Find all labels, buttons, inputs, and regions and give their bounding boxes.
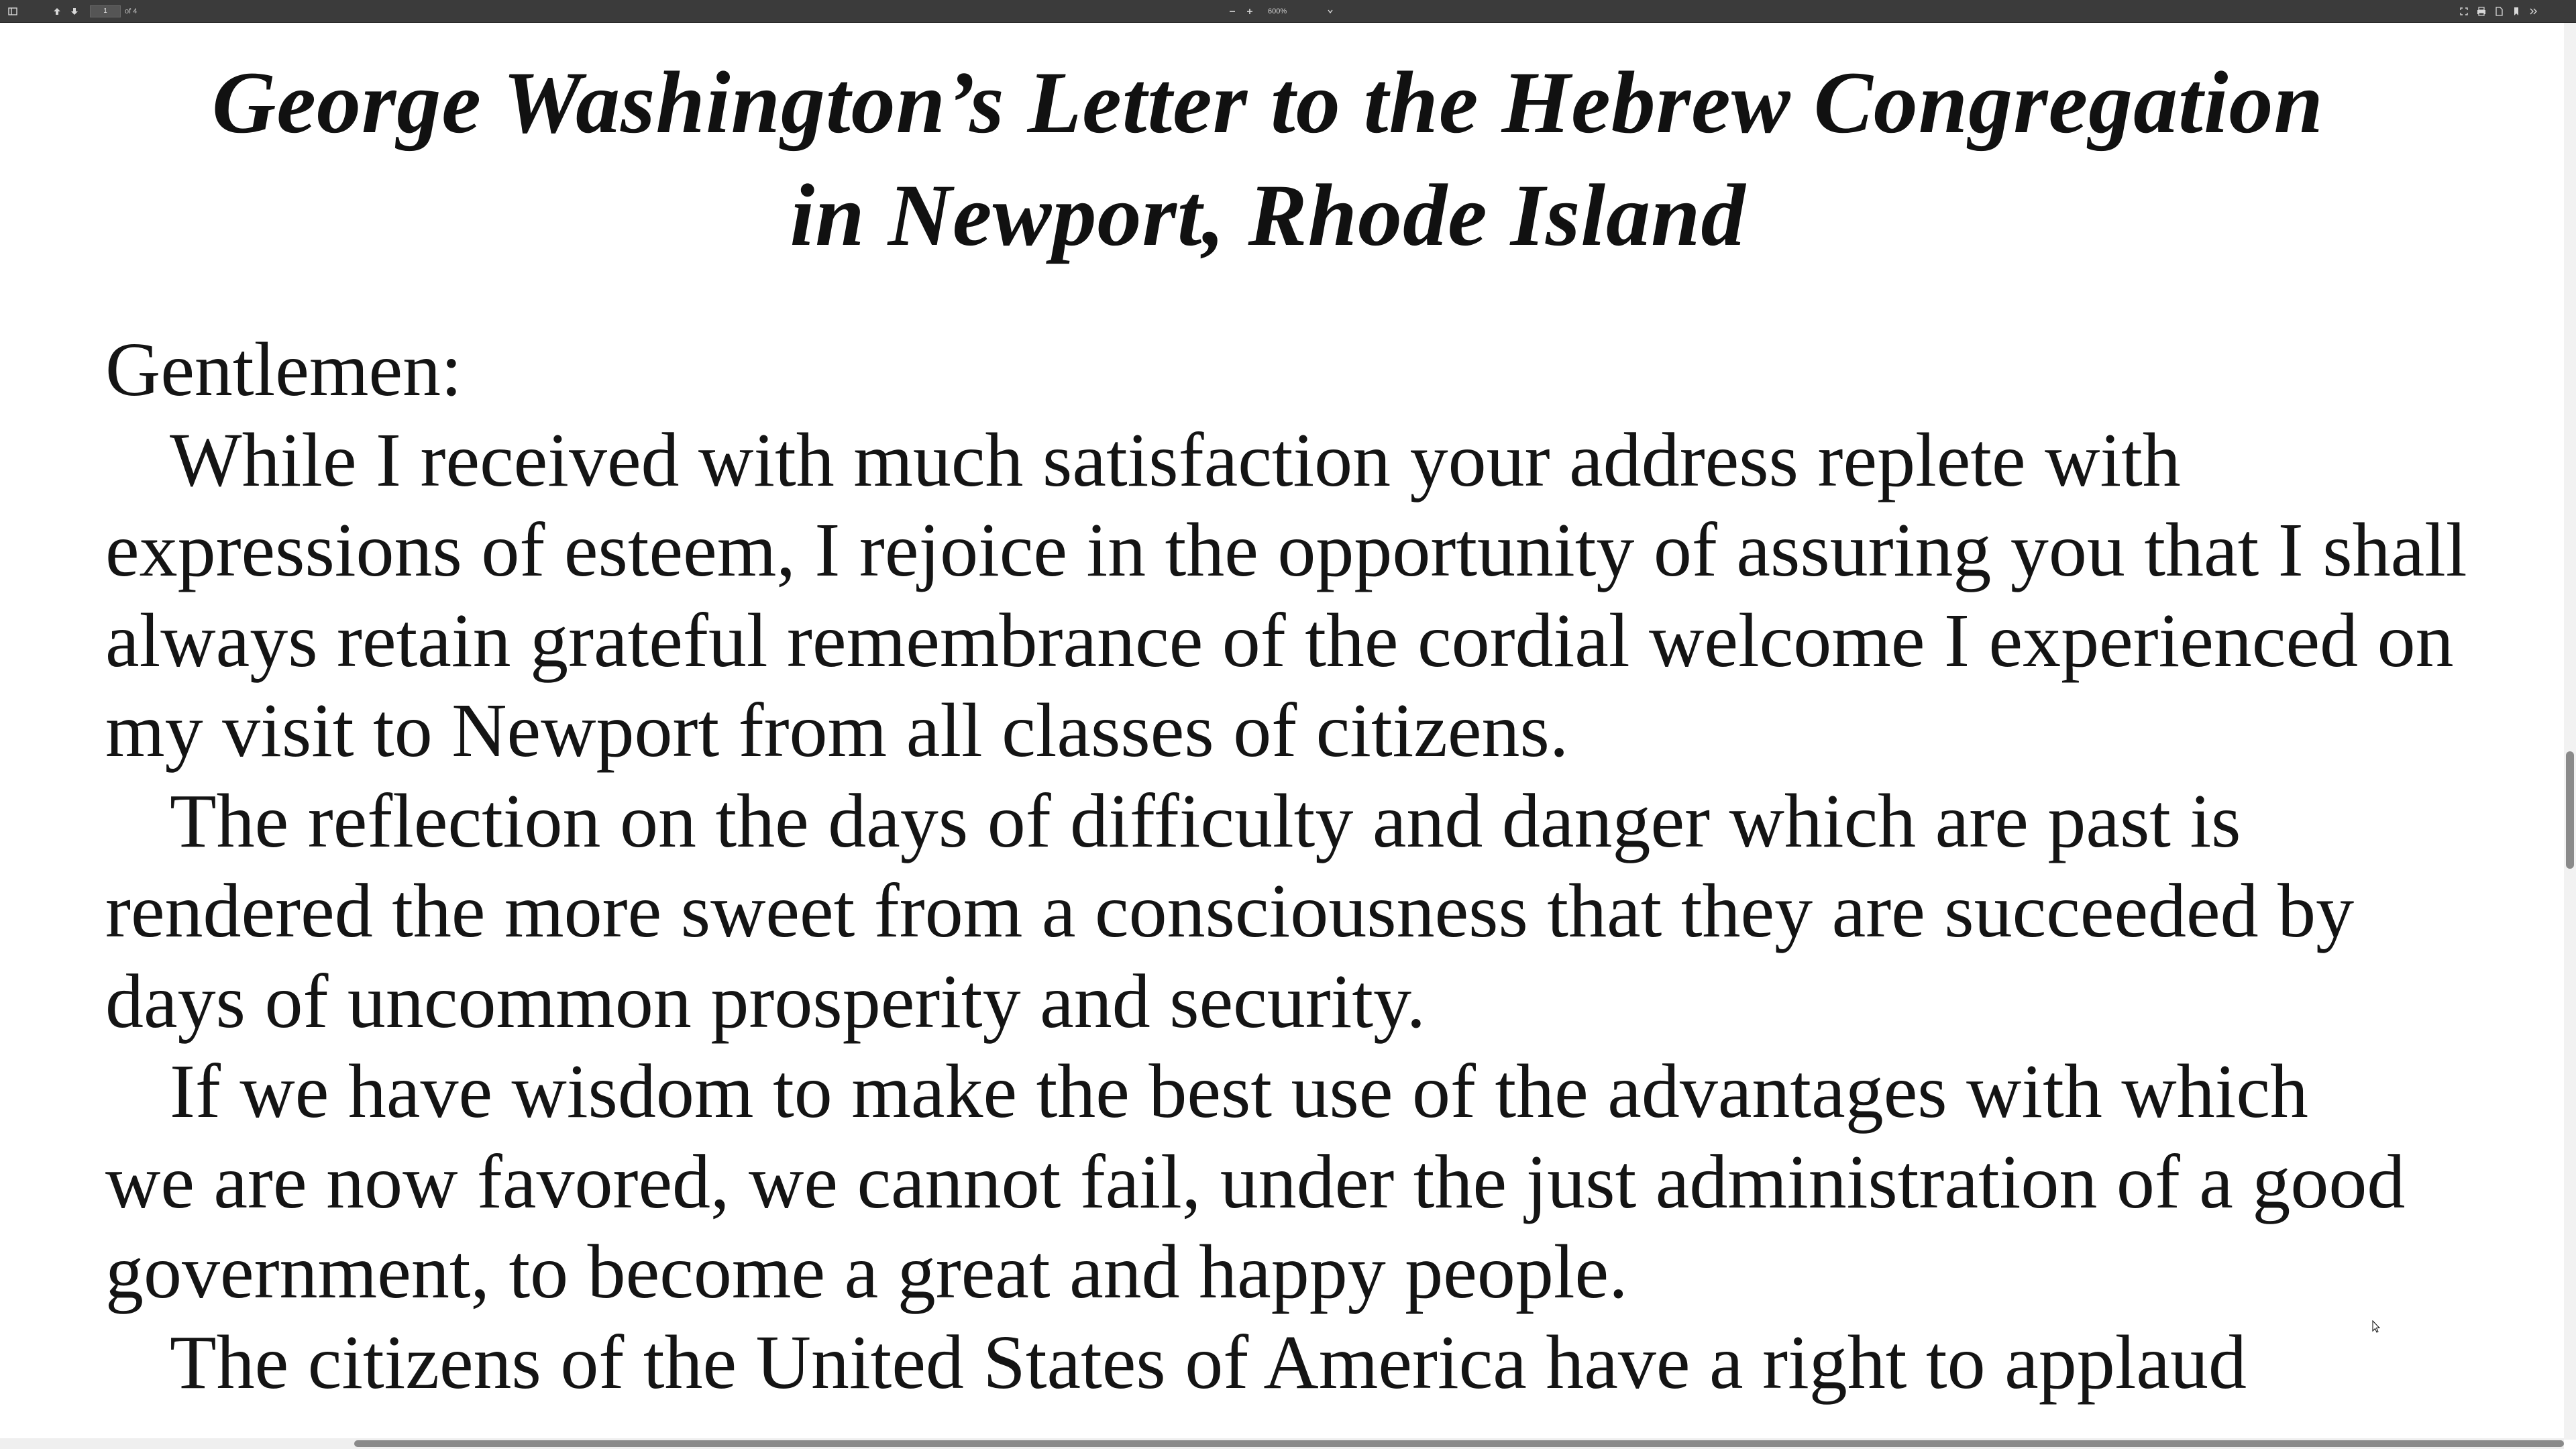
paragraph-line: expressions of esteem, I rejoice in the opportunity of assuring you that I shall	[105, 507, 2467, 592]
sidebar-toggle-icon[interactable]	[4, 3, 21, 20]
document-icon	[2493, 6, 2504, 17]
fullscreen-button[interactable]	[2455, 3, 2473, 20]
arrow-up-icon	[52, 6, 62, 17]
more-tools-button[interactable]	[2525, 3, 2542, 20]
zoom-in-button[interactable]	[1241, 3, 1258, 20]
salutation: Gentlemen:	[105, 327, 462, 412]
minus-icon	[1227, 6, 1238, 17]
page-count-label: of 4	[125, 7, 138, 15]
pdf-toolbar	[0, 0, 2576, 23]
pdf-page-viewport	[0, 23, 2576, 1440]
arrow-down-icon	[69, 6, 80, 17]
page-number-input[interactable]	[90, 5, 121, 17]
double-chevron-right-icon	[2528, 6, 2539, 17]
horizontal-scrollbar[interactable]	[0, 1438, 2564, 1449]
previous-page-button[interactable]	[48, 3, 66, 20]
paragraph-line: The citizens of the United States of America have a right to applaud	[170, 1319, 2247, 1405]
paragraph-line: days of uncommon prosperity and security.	[105, 958, 1426, 1044]
paragraph-line: my visit to Newport from all classes of citizens.	[105, 688, 1569, 773]
paragraph-line: rendered the more sweet from a consciousness that they are succeeded by	[105, 868, 2355, 953]
toolbar-left-group	[4, 0, 137, 22]
download-button[interactable]	[2490, 3, 2508, 20]
bookmark-icon	[2511, 6, 2522, 17]
vertical-scroll-thumb[interactable]	[2566, 751, 2574, 869]
letter-body	[105, 325, 2467, 1407]
print-button[interactable]	[2473, 3, 2490, 20]
zoom-out-button[interactable]	[1224, 3, 1241, 20]
paragraph-line: always retain grateful remembrance of the cordial welcome I experienced on	[105, 597, 2454, 683]
paragraph-line: government, to become a great and happy people.	[105, 1229, 1628, 1314]
chevron-down-icon	[1325, 6, 1336, 17]
print-icon	[2476, 6, 2487, 17]
paragraph-line: If we have wisdom to make the best use of the advantages with which	[170, 1049, 2308, 1134]
fullscreen-icon	[2459, 6, 2469, 17]
plus-icon	[1244, 6, 1255, 17]
document-title-line-1: George Washington’s Letter to the Hebrew Congregation	[212, 53, 2324, 152]
zoom-controls	[1224, 0, 1339, 22]
horizontal-scroll-thumb[interactable]	[354, 1440, 2564, 1447]
zoom-menu-button[interactable]	[1322, 3, 1339, 20]
document-title-line-2: in Newport, Rhode Island	[790, 166, 1746, 264]
bookmark-button[interactable]	[2508, 3, 2525, 20]
paragraph-line: While I received with much satisfaction your address replete with	[170, 417, 2181, 502]
paragraph-line: we are now favored, we cannot fail, under the just administration of a good	[105, 1138, 2406, 1224]
paragraph-line: The reflection on the days of difficulty and danger which are past is	[170, 777, 2241, 863]
zoom-select[interactable]: 600%	[1268, 7, 1287, 15]
vertical-scrollbar[interactable]	[2564, 23, 2576, 1440]
toolbar-right-group	[2455, 0, 2542, 22]
next-page-button[interactable]	[66, 3, 83, 20]
mouse-cursor-icon	[2372, 1320, 2380, 1334]
